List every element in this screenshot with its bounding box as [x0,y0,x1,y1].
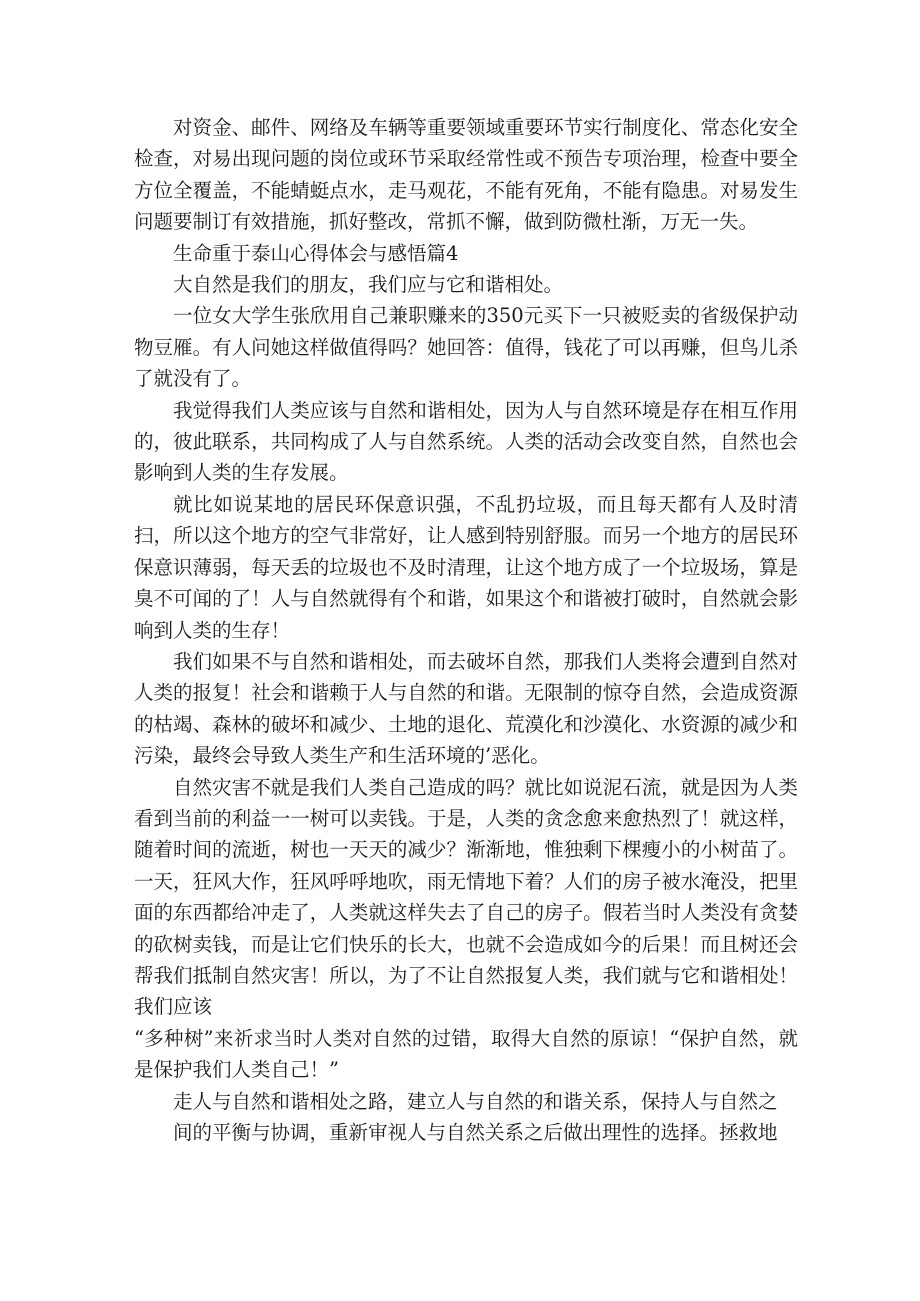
paragraph-nature-friend: 大自然是我们的朋友，我们应与它和谐相处。 [173,273,564,297]
paragraph-natural-disaster: 自然灾害不就是我们人类自己造成的吗？就比如说泥石流，就是因为人类看到当前的利益一一树可以卖钱。于是，人类的贪念愈来愈热烈了！就这样，随着时间的流逝，树也一天天的减少？渐渐地，惟独剩下棵瘦小的小树苗了。一天，狂风大作，狂风呼呼地吹，雨无情地下着？人们的房子被水淹没，把里面的东西都给冲走了，人类就这样失去了自己的房子。假若当时人类没有贪婪的砍树卖钱，而是让它们快乐的长大，也就不会造成如今的后果！而且树还会帮我们抵制自然灾害！所以，为了不让自然报复人类，我们就与它和谐相处！我们应该 [134,775,798,1019]
paragraph-harmony: 我觉得我们人类应该与自然和谐相处，因为人与自然环境是存在相互作用的，彼此联系，共同构成了人与自然系统。人类的活动会改变自然，自然也会影响到人类的生存发展。 [134,398,798,485]
paragraph-nature-revenge: 我们如果不与自然和谐相处，而去破坏自然，那我们人类将会遭到自然对人类的报复！社会和谐赖于人与自然的和谐。无限制的惊夺自然，会造成资源的枯竭、森林的破坏和减少、土地的退化、荒漠化和沙漠化、水资源的减少和污染，最终会导致人类生产和生活环境的’恶化。 [134,649,798,768]
paragraph-student-story: 一位女大学生张欣用自己兼职赚来的350元买下一只被贬卖的省级保护动物豆雁。有人问她这样做值得吗？她回答：值得，钱花了可以再赚，但鸟儿杀了就没有了。 [134,304,798,391]
section-heading: 生命重于泰山心得体会与感悟篇4 [173,241,459,265]
paragraph-environment-example: 就比如说某地的居民环保意识强，不乱扔垃圾，而且每天都有人及时清扫，所以这个地方的空气非常好，让人感到特别舒服。而另一个地方的居民环保意识薄弱，每天丢的垃圾也不及时清理，让这个地方成了一个垃圾场，算是臭不可闻的了！人与自然就得有个和谐，如果这个和谐被打破时，自然就会影响到人类的生存！ [134,492,798,642]
paragraph-harmony-path-2: 间的平衡与协调，重新审视人与自然关系之后做出理性的选择。拯救地 [173,1121,778,1144]
paragraph-safety-inspection: 对资金、邮件、网络及车辆等重要领域重要环节实行制度化、常态化安全检查，对易出现问题的岗位或环节采取经常性或不预告专项治理，检查中要全方位全覆盖，不能蜻蜓点水，走马观花，不能有死角，不能有隐患。对易发生问题要制订有效措施，抓好整改，常抓不懈，做到防微杜渐，万无一失。 [134,116,798,234]
paragraph-harmony-path-1: 走人与自然和谐相处之路，建立人与自然的和谐关系，保持人与自然之 [173,1089,778,1113]
paragraph-plant-trees: “多种树”来祈求当时人类对自然的过错，取得大自然的原谅！“保护自然，就是保护我们人类自己！” [134,1026,798,1082]
document-page [134,112,798,1148]
